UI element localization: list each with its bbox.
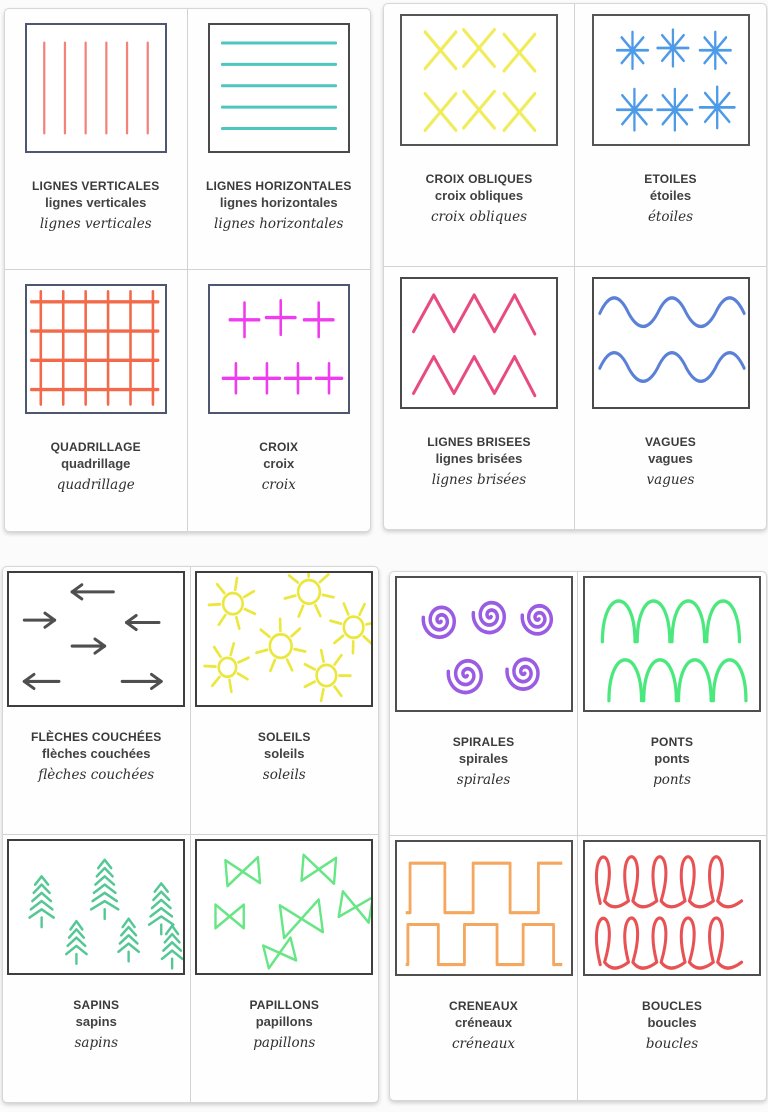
card-label-uppercase: VAGUES	[645, 434, 696, 449]
pattern-drawing	[397, 842, 571, 974]
flashcard-loops	[578, 836, 766, 1100]
card-label-lowercase: croix	[263, 456, 295, 471]
flashcard-page-bottom-left	[2, 566, 379, 1103]
card-label-cursive: croix	[261, 477, 296, 493]
card-label-lowercase: croix obliques	[434, 188, 524, 203]
flashcard-waves	[575, 267, 766, 530]
card-label-uppercase: CROIX OBLIQUES	[425, 172, 533, 186]
flashcard-plus-crosses	[188, 270, 371, 531]
card-label-lowercase: créneaux	[454, 1015, 513, 1030]
card-label-uppercase: CROIX	[259, 440, 299, 454]
flashcard-page-top-right	[383, 3, 767, 530]
card-label-uppercase: ETOILES	[644, 172, 697, 186]
card-label-lowercase: papillons	[255, 1013, 313, 1029]
pattern-drawing	[27, 25, 165, 151]
pattern-drawing	[27, 286, 165, 412]
card-label-cursive: boucles	[645, 1036, 699, 1052]
flashcard-butterflies	[191, 835, 379, 1103]
pattern-drawing	[402, 279, 556, 407]
card-label-uppercase: CRENEAUX	[449, 999, 518, 1013]
card-label-uppercase: LIGNES VERTICALES	[32, 179, 160, 193]
flashcard-page-bottom-right	[389, 571, 767, 1101]
card-label-uppercase: SAPINS	[73, 997, 120, 1012]
card-label-lowercase: étoiles	[649, 188, 692, 203]
card-label-lowercase: flèches couchées	[42, 746, 151, 761]
pattern-frame	[400, 277, 558, 409]
pattern-drawing	[9, 841, 183, 973]
pattern-drawing	[594, 16, 748, 144]
card-label-lowercase: sapins	[75, 1013, 117, 1029]
pattern-drawing	[210, 286, 348, 412]
card-label-lowercase: lignes brisées	[435, 450, 523, 466]
card-label-uppercase: PONTS	[650, 735, 694, 749]
flashcard-stars	[575, 4, 766, 267]
flashcard-bridges	[578, 572, 766, 836]
flashcard-horizontal-lines	[188, 9, 371, 270]
pattern-frame	[395, 576, 573, 712]
pattern-drawing	[585, 842, 759, 974]
flashcard-firs	[3, 835, 191, 1103]
flashcard-crenellations	[390, 836, 578, 1100]
pattern-frame	[25, 284, 167, 414]
card-label-cursive: lignes horizontales	[214, 216, 344, 232]
pattern-drawing	[397, 578, 571, 710]
card-label-cursive: créneaux	[451, 1036, 516, 1052]
card-label-cursive: papillons	[253, 1034, 316, 1051]
card-label-cursive: lignes brisées	[431, 471, 527, 488]
card-label-lowercase: soleils	[264, 746, 305, 761]
card-label-cursive: lignes verticales	[39, 216, 152, 232]
card-label-uppercase: SOLEILS	[257, 730, 311, 744]
card-label-cursive: étoiles	[647, 209, 694, 225]
card-grid	[390, 572, 766, 1100]
card-label-uppercase: LIGNES BRISEES	[427, 434, 531, 449]
pattern-frame	[583, 840, 761, 976]
flashcard-suns	[191, 567, 379, 835]
card-label-lowercase: quadrillage	[61, 456, 131, 471]
card-label-cursive: croix obliques	[430, 209, 528, 225]
pattern-frame	[395, 840, 573, 976]
pattern-drawing	[197, 841, 371, 973]
card-label-uppercase: BOUCLES	[641, 999, 703, 1013]
card-label-lowercase: boucles	[647, 1015, 697, 1030]
pattern-drawing	[9, 573, 183, 705]
flashcard-vertical-lines	[5, 9, 188, 270]
pattern-frame	[25, 23, 167, 153]
pattern-frame	[208, 284, 350, 414]
card-grid	[5, 9, 370, 531]
card-label-cursive: vagues	[646, 471, 695, 488]
card-label-cursive: ponts	[653, 772, 691, 788]
pattern-frame	[592, 277, 750, 409]
pattern-frame	[7, 571, 185, 707]
pattern-drawing	[402, 16, 556, 144]
card-label-uppercase: QUADRILLAGE	[50, 440, 141, 454]
flashcard-zigzag	[384, 267, 575, 530]
card-label-lowercase: ponts	[654, 751, 690, 766]
card-label-uppercase: FLÈCHES COUCHÉES	[30, 730, 162, 744]
card-label-lowercase: vagues	[648, 450, 693, 466]
card-label-uppercase: PAPILLONS	[249, 997, 320, 1012]
card-label-cursive: soleils	[262, 767, 306, 783]
card-label-uppercase: SPIRALES	[452, 735, 515, 749]
pattern-frame	[583, 576, 761, 712]
pattern-drawing	[594, 279, 748, 407]
pattern-frame	[208, 23, 350, 153]
card-grid	[3, 567, 378, 1102]
flashcard-grid	[5, 270, 188, 531]
pattern-frame	[7, 839, 185, 975]
pattern-frame	[400, 14, 558, 146]
pattern-frame	[195, 571, 373, 707]
card-label-cursive: sapins	[74, 1034, 119, 1051]
flashcard-spirals	[390, 572, 578, 836]
card-label-cursive: flèches couchées	[38, 767, 155, 783]
card-label-cursive: quadrillage	[56, 477, 135, 493]
card-grid	[384, 4, 766, 529]
flashcard-arrows	[3, 567, 191, 835]
card-label-cursive: spirales	[456, 772, 511, 788]
flashcard-page-top-left	[4, 8, 371, 532]
card-label-lowercase: lignes horizontales	[219, 195, 338, 210]
pattern-frame	[195, 839, 373, 975]
card-label-lowercase: lignes verticales	[45, 195, 147, 210]
flashcard-x-crosses	[384, 4, 575, 267]
pattern-drawing	[197, 573, 371, 705]
pattern-frame	[592, 14, 750, 146]
card-label-uppercase: LIGNES HORIZONTALES	[205, 179, 352, 193]
card-label-lowercase: spirales	[458, 751, 509, 766]
pattern-drawing	[210, 25, 348, 151]
pattern-drawing	[585, 578, 759, 710]
